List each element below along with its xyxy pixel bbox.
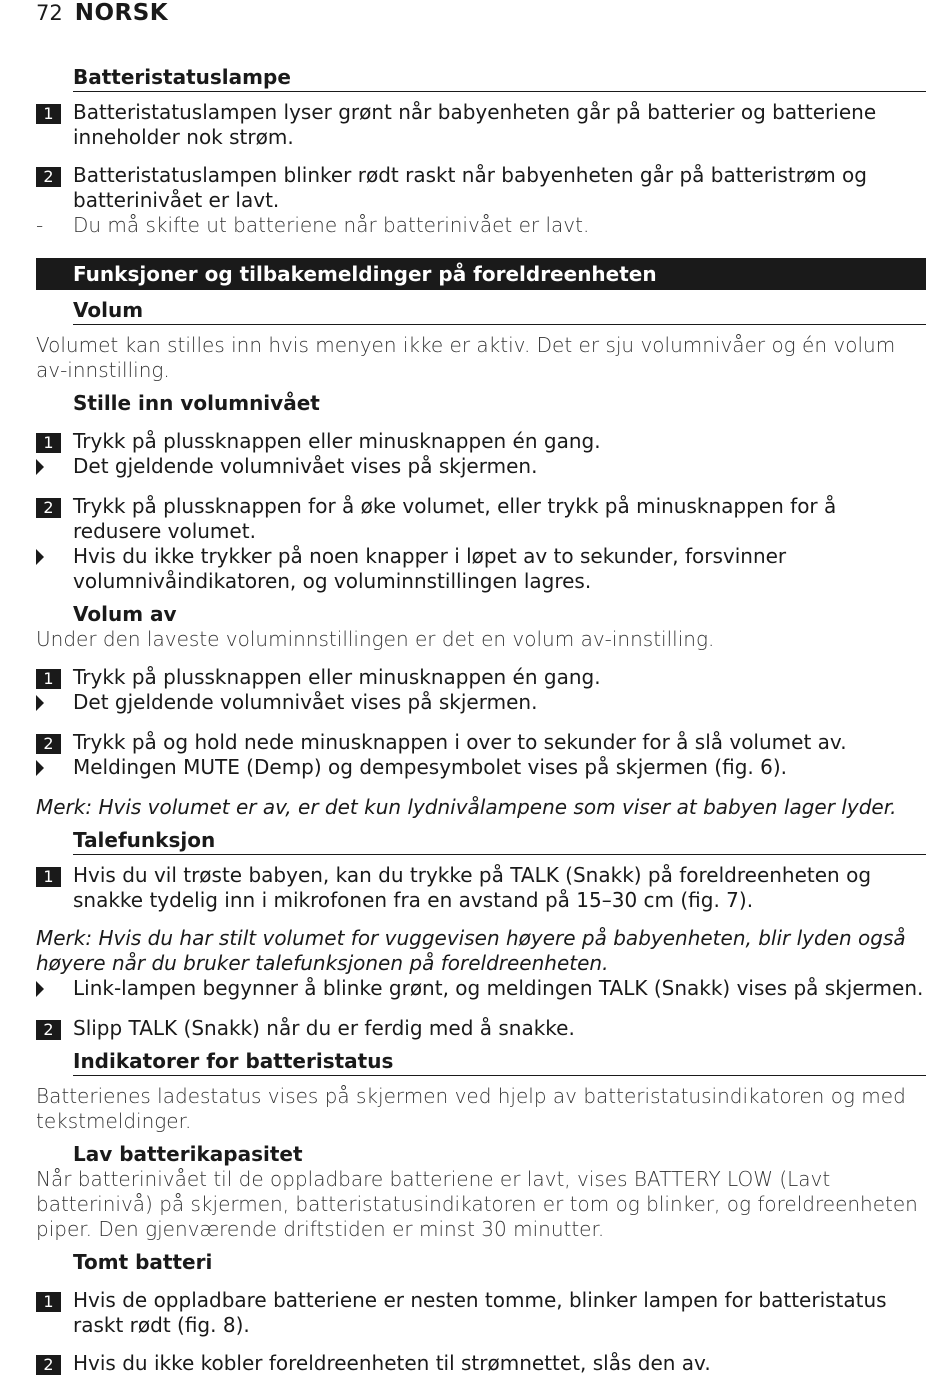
step-text: Hvis de oppladbare batteriene er nesten tomme, blinker lampen for batteristatus raskt rødt (fig. 8). (73, 1288, 887, 1337)
volume-intro: Volumet kan stilles inn hvis menyen ikke er aktiv. Det er sju volumnivåer og én volum av-innstilling. (36, 333, 896, 382)
result-item (36, 690, 926, 717)
step-number-badge: 1 (36, 669, 61, 689)
step-number-badge: 2 (36, 167, 61, 187)
step-item (36, 494, 926, 544)
talk-note: Merk: Hvis du har stilt volumet for vuggevisen høyere på babyenheten, blir lyden også høyere når du bruker talefunksjonen på foreldreenheten. (36, 926, 906, 975)
step-text: Trykk på og hold nede minusknappen i over to sekunder for å slå volumet av. (73, 730, 847, 754)
step-item (36, 429, 926, 454)
step-item (36, 730, 926, 755)
step-text: Trykk på plussknappen eller minusknappen én gang. (73, 665, 601, 689)
result-item (36, 544, 926, 594)
result-text: Meldingen MUTE (Demp) og dempesymbolet vises på skjermen (fig. 6). (73, 755, 787, 779)
battery-lamp-heading: Batteristatuslampe (73, 65, 926, 92)
empty-battery-heading: Tomt batteri (73, 1250, 213, 1274)
language-label: NORSK (74, 0, 169, 26)
result-arrow-icon (36, 760, 44, 776)
step-number-badge: 2 (36, 1020, 61, 1040)
result-text: Det gjeldende volumnivået vises på skjermen. (73, 454, 538, 478)
step-text: Trykk på plussknappen for å øke volumet, eller trykk på minusknappen for å redusere volumet. (73, 494, 837, 543)
step-item (36, 100, 926, 150)
step-text: Slipp TALK (Snakk) når du er ferdig med å snakke. (73, 1016, 575, 1040)
step-number-badge: 2 (36, 1355, 61, 1375)
step-number-badge: 1 (36, 104, 61, 124)
result-text: Det gjeldende volumnivået vises på skjermen. (73, 690, 538, 714)
result-arrow-icon (36, 549, 44, 565)
step-text: Hvis du vil trøste babyen, kan du trykke på TALK (Snakk) på foreldreenheten og snakke tydelig inn i mikrofonen fra en avstand på 15–30 cm (fig. 7). (73, 863, 872, 912)
result-arrow-icon (36, 459, 44, 475)
step-item (36, 163, 926, 213)
page-content (36, 65, 926, 1376)
step-number-badge: 2 (36, 498, 61, 518)
step-text: Trykk på plussknappen eller minusknappen én gang. (73, 429, 601, 453)
step-text: Batteristatuslampen lyser grønt når babyenheten går på batterier og batteriene inneholder nok strøm. (73, 100, 877, 149)
step-text: Batteristatuslampen blinker rødt raskt når babyenheten går på batteristrøm og batterinivået er lavt. (73, 163, 867, 212)
result-text: Hvis du ikke trykker på noen knapper i løpet av to sekunder, forsvinner volumnivåindikatoren, og voluminnstillingen lagres. (73, 544, 787, 593)
result-arrow-icon (36, 981, 44, 997)
result-item (36, 976, 926, 1003)
set-volume-heading: Stille inn volumnivået (73, 391, 320, 415)
step-text: Hvis du ikke kobler foreldreenheten til strømnettet, slås den av. (73, 1351, 711, 1375)
result-item (36, 755, 926, 782)
step-item (36, 1351, 926, 1376)
step-number-badge: 1 (36, 867, 61, 887)
result-text: Link-lampen begynner å blinke grønt, og meldingen TALK (Snakk) vises på skjermen. (73, 976, 924, 1000)
dash-text: Du må skifte ut batteriene når batterinivået er lavt. (73, 213, 590, 237)
battery-status-intro: Batterienes ladestatus vises på skjermen ved hjelp av batteristatusindikatoren og med tekstmeldinger. (36, 1084, 906, 1133)
page-header (36, 0, 168, 26)
dash-item (36, 213, 926, 238)
step-number-badge: 1 (36, 433, 61, 453)
battery-status-heading: Indikatorer for batteristatus (73, 1049, 926, 1076)
step-number-badge: 2 (36, 734, 61, 754)
volume-off-intro: Under den laveste voluminnstillingen er det en volum av-innstilling. (36, 627, 715, 651)
dash-marker: - (36, 213, 44, 237)
page-number: 72 (36, 1, 63, 25)
step-item (36, 1288, 926, 1338)
step-item (36, 863, 926, 913)
volume-heading: Volum (73, 298, 926, 325)
step-number-badge: 1 (36, 1292, 61, 1312)
result-arrow-icon (36, 695, 44, 711)
result-item (36, 454, 926, 481)
talk-heading: Talefunksjon (73, 828, 926, 855)
step-item (36, 665, 926, 690)
functions-section-heading: Funksjoner og tilbakemeldinger på foreldreenheten (36, 258, 926, 290)
low-battery-heading: Lav batterikapasitet (73, 1142, 303, 1166)
low-battery-text: Når batterinivået til de oppladbare batteriene er lavt, vises BATTERY LOW (Lavt batterinivå) på skjermen, batteristatusindikatoren er tom og blinker, og foreldreenheten piper. Den gjenværende driftstiden er minst 30 minutter. (36, 1167, 918, 1241)
step-item (36, 1016, 926, 1041)
volume-note: Merk: Hvis volumet er av, er det kun lydnivålampene som viser at babyen lager lyder. (36, 795, 897, 819)
volume-off-heading: Volum av (73, 602, 177, 626)
